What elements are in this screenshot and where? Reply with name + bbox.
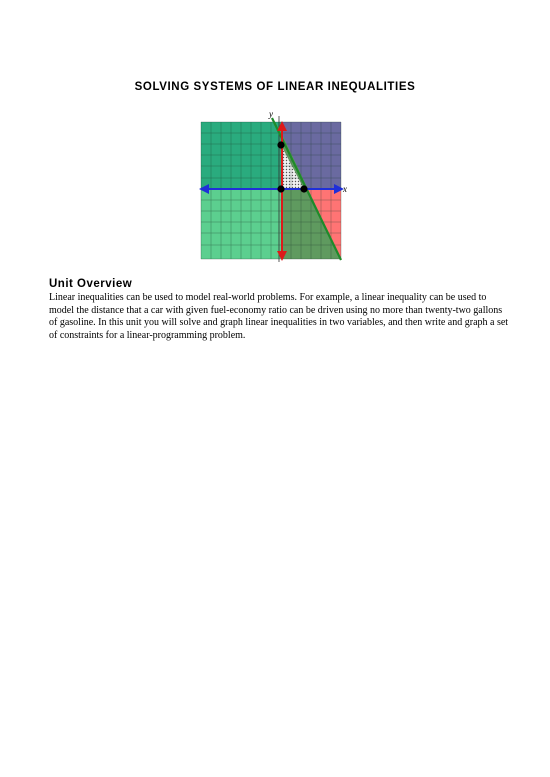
vertex-top-point: [277, 141, 284, 148]
y-axis-label: y: [269, 109, 273, 119]
x-axis-label: x: [343, 184, 347, 194]
vertex-origin-point: [277, 185, 284, 192]
vertex-right-point: [300, 185, 307, 192]
graph-svg: [198, 108, 350, 264]
page-title: SOLVING SYSTEMS OF LINEAR INEQUALITIES: [134, 81, 416, 93]
unit-overview-heading: Unit Overview: [49, 278, 133, 290]
inequality-graph: [198, 108, 350, 264]
unit-overview-body: Linear inequalities can be used to model real-world problems. For example, a linear inequality can be used to model the distance that a car with given fuel-economy ratio can be driven using no more than twenty-two gallons of gasoline. In this unit you will solve and graph linear inequalities in two variables, and then write and graph a set of constraints for a linear-programming problem.: [49, 292, 509, 341]
